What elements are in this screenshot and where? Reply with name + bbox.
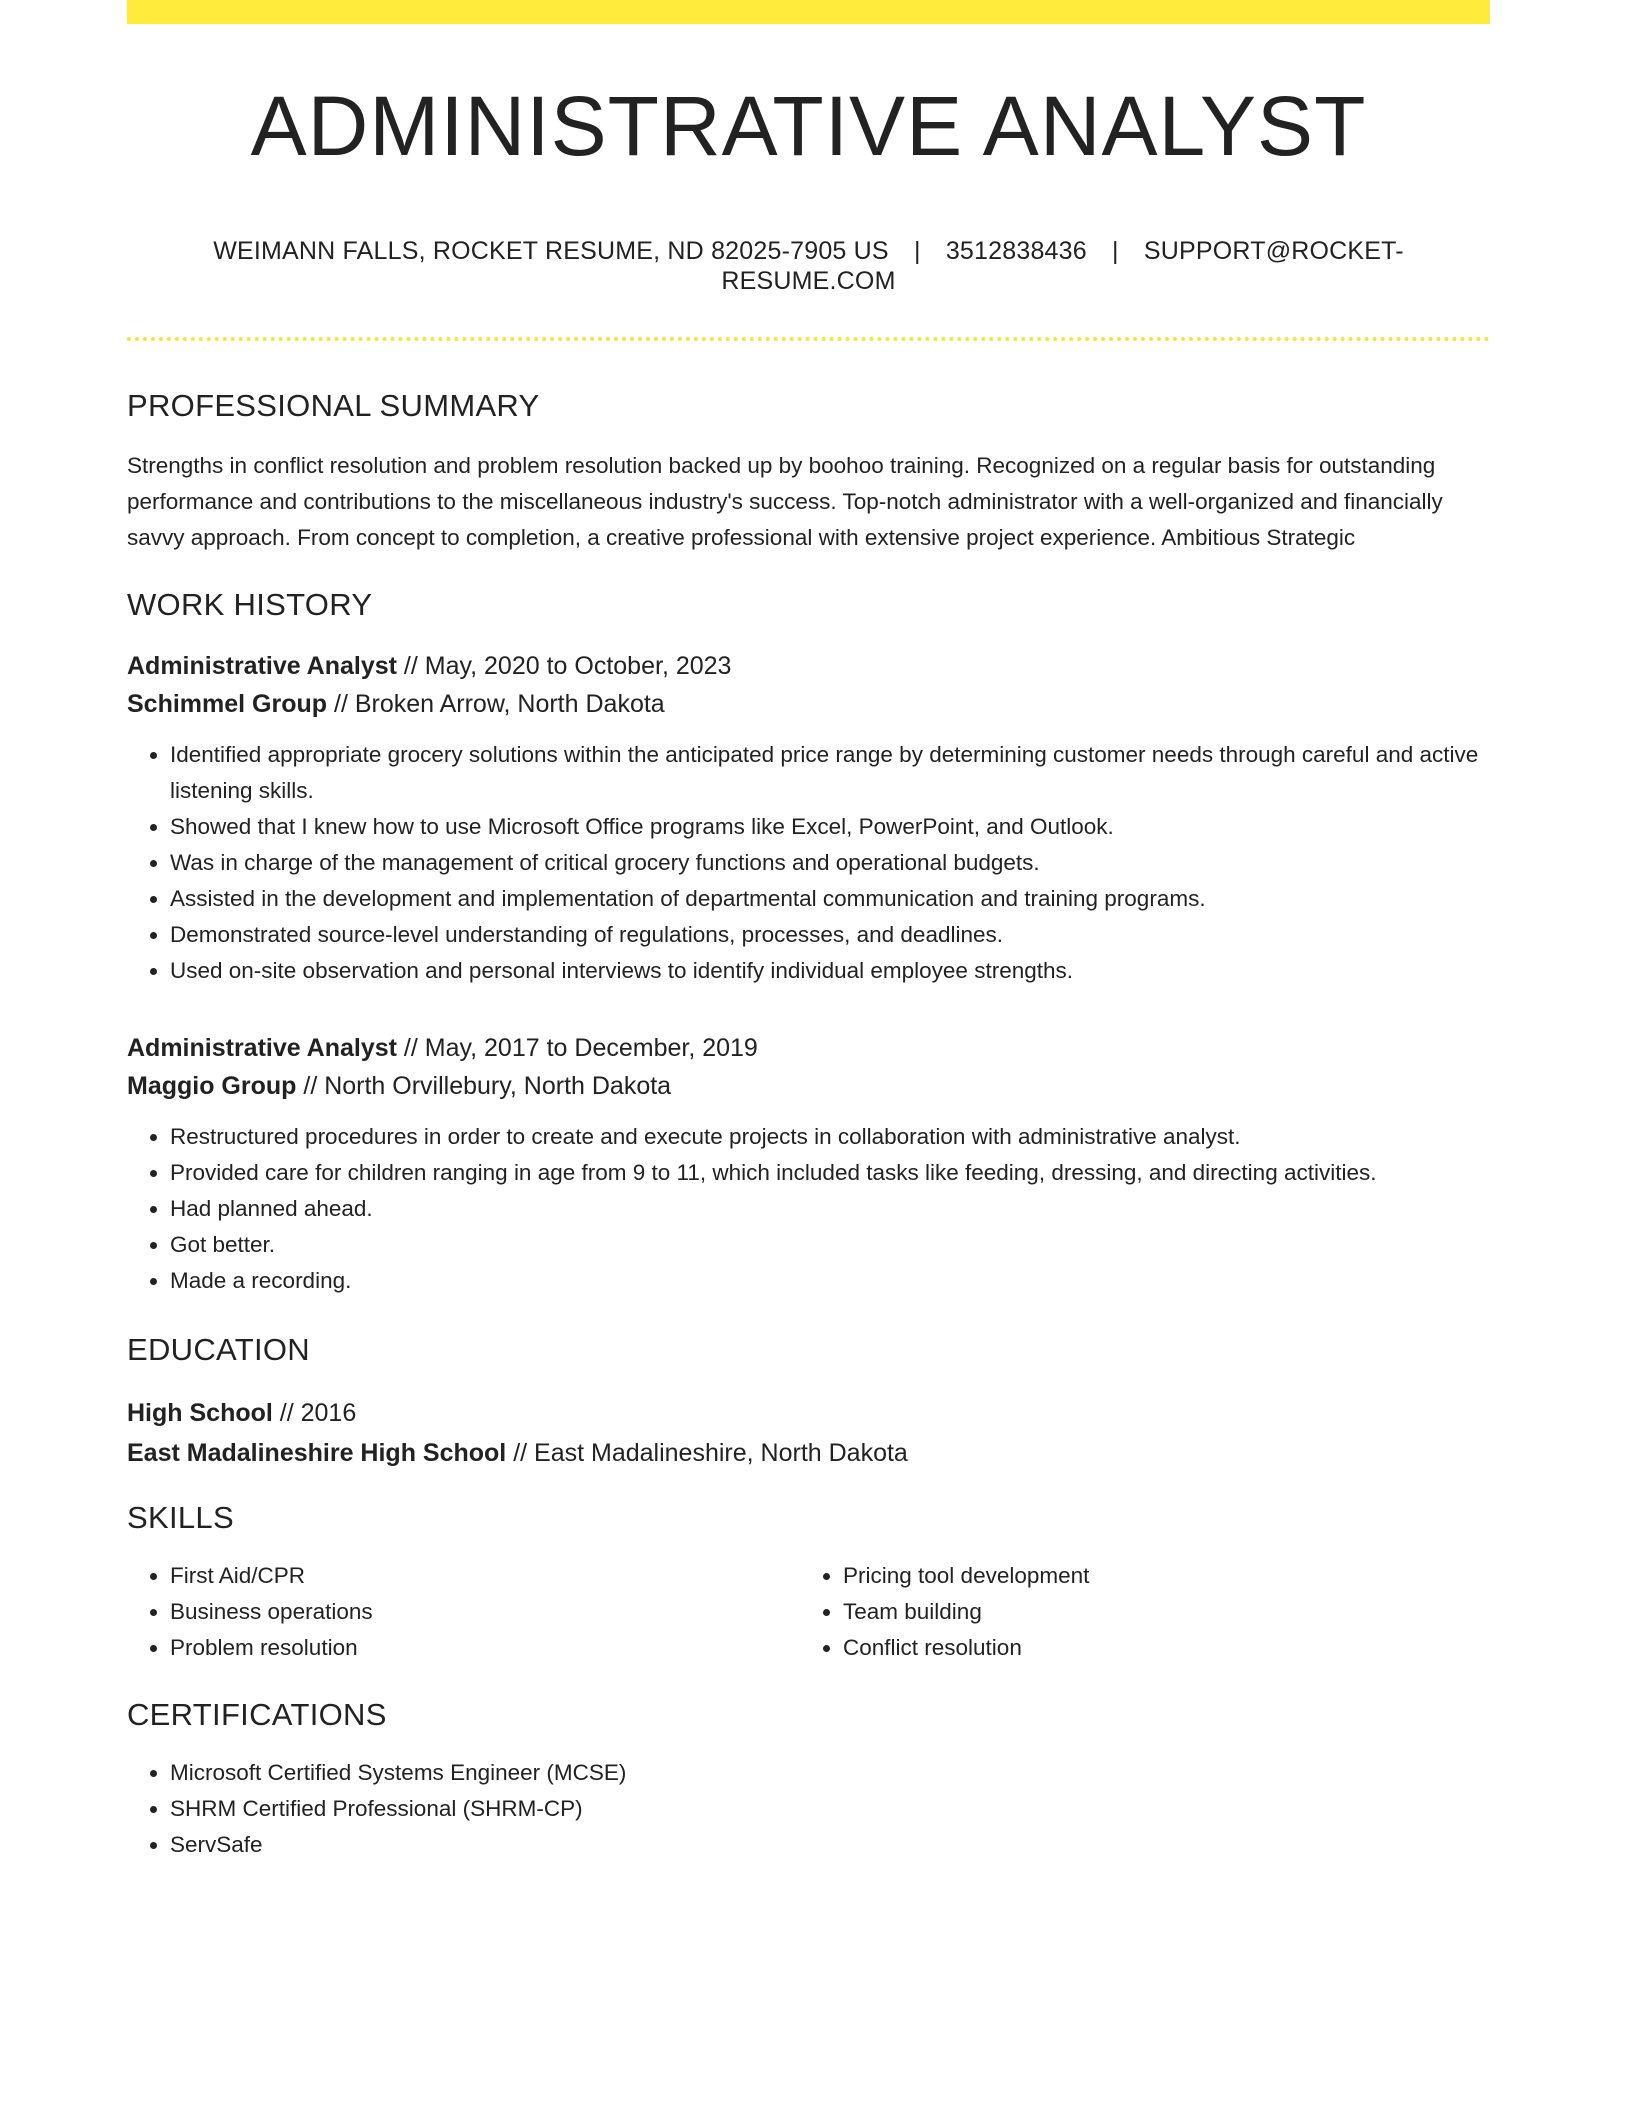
job-role: Administrative Analyst <box>127 1034 397 1063</box>
job-bullets <box>127 737 1490 989</box>
job-bullet: • Restructured procedures in order to create and execute projects in collaboration with administrative analyst. <box>170 1119 1490 1155</box>
skills-heading: SKILLS <box>127 1499 234 1535</box>
skill-item: • Pricing tool development <box>843 1558 1473 1594</box>
contact-address: WEIMANN FALLS, ROCKET RESUME, ND 82025-7905 US <box>213 237 889 265</box>
job-bullet: • Had planned ahead. <box>170 1191 1490 1227</box>
job-bullet: • Assisted in the development and implementation of departmental communication and training programs. <box>170 881 1490 917</box>
education-entry <box>127 1393 1490 1473</box>
job-company: Maggio Group <box>127 1072 297 1101</box>
skills-grid <box>127 1558 1490 1666</box>
job-role-line <box>127 647 1490 685</box>
job-role: Administrative Analyst <box>127 652 397 681</box>
certification-item: • ServSafe <box>170 1827 1490 1863</box>
job-bullet: • Used on-site observation and personal interviews to identify individual employee strengths. <box>170 953 1490 989</box>
job-dates: // May, 2017 to December, 2019 <box>396 1034 758 1063</box>
job-location: // North Orvillebury, North Dakota <box>296 1072 672 1101</box>
education-heading: EDUCATION <box>127 1332 310 1368</box>
education-degree-line <box>127 1393 1490 1433</box>
job-bullet: • Got better. <box>170 1227 1490 1263</box>
summary-text: Strengths in conflict resolution and problem resolution backed up by boohoo training. Recognized on a regular basis for outstanding performance and contributions to the miscellaneous industry's success. Top-notch administrator with a well-organized and financially savvy approach. From concept to completion, a creative professional with extensive project experience. Ambitious Strategic <box>127 453 1443 551</box>
job-entry <box>127 1029 1490 1105</box>
certification-item: • SHRM Certified Professional (SHRM-CP) <box>170 1791 1490 1827</box>
job-role-line <box>127 1029 1490 1067</box>
education-year: // 2016 <box>272 1398 357 1427</box>
resume-title: ADMINISTRATIVE ANALYST <box>250 79 1367 173</box>
contact-line <box>127 236 1490 296</box>
skill-item: • Team building <box>843 1594 1473 1630</box>
job-company-line <box>127 685 1490 723</box>
education-degree: High School <box>127 1398 273 1427</box>
job-bullet: • Made a recording. <box>170 1263 1490 1299</box>
job-entry <box>127 647 1490 723</box>
education-location: // East Madalineshire, North Dakota <box>506 1438 908 1467</box>
job-dates: // May, 2020 to October, 2023 <box>396 652 732 681</box>
job-company-line <box>127 1067 1490 1105</box>
job-bullet: • Demonstrated source-level understanding of regulations, processes, and deadlines. <box>170 917 1490 953</box>
skill-item: • Problem resolution <box>170 1630 800 1666</box>
job-bullet: • Identified appropriate grocery solutions within the anticipated price range by determining customer needs through careful and active listening skills. <box>170 737 1490 809</box>
contact-email: SUPPORT@ROCKET-RESUME.COM <box>721 237 1404 295</box>
skill-item: • Business operations <box>170 1594 800 1630</box>
resume-page <box>127 0 1490 1863</box>
certifications-heading: CERTIFICATIONS <box>127 1696 387 1732</box>
skill-item: • Conflict resolution <box>843 1630 1473 1666</box>
job-location: // Broken Arrow, North Dakota <box>327 690 665 719</box>
certification-item: • Microsoft Certified Systems Engineer (MCSE) <box>170 1755 1490 1791</box>
job-bullets <box>127 1119 1490 1299</box>
certifications-list <box>127 1755 1490 1863</box>
header-divider <box>127 337 1490 341</box>
contact-separator: | <box>913 237 921 265</box>
job-bullet: • Showed that I knew how to use Microsoft Office programs like Excel, PowerPoint, and Outlook. <box>170 809 1490 845</box>
education-school: East Madalineshire High School <box>127 1438 507 1467</box>
contact-separator: | <box>1112 237 1119 265</box>
work-history-heading: WORK HISTORY <box>127 587 373 623</box>
job-bullet: • Provided care for children ranging in age from 9 to 11, which included tasks like feeding, dressing, and directing activities. <box>170 1155 1490 1191</box>
job-bullet: • Was in charge of the management of critical grocery functions and operational budgets. <box>170 845 1490 881</box>
accent-bar <box>127 0 1490 24</box>
skill-item: • First Aid/CPR <box>170 1558 800 1594</box>
contact-phone: 3512838436 <box>945 237 1087 265</box>
skills-column-left <box>127 1558 800 1666</box>
education-school-line <box>127 1433 1490 1473</box>
skills-column-right <box>800 1558 1473 1666</box>
job-company: Schimmel Group <box>127 690 328 719</box>
summary-heading: PROFESSIONAL SUMMARY <box>127 388 540 423</box>
